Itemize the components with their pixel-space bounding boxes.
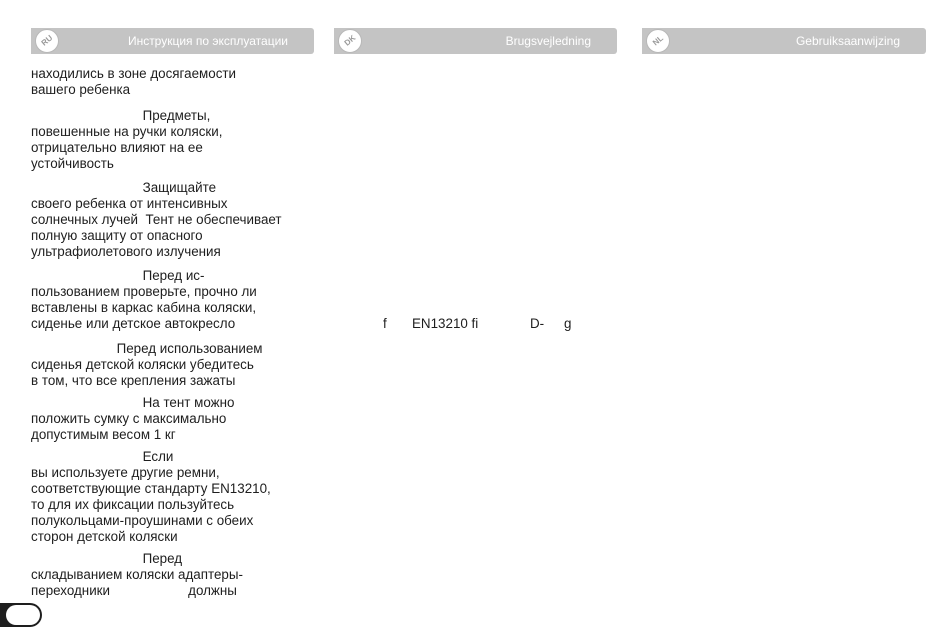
header-bar-dk	[334, 28, 617, 54]
page-tab	[0, 603, 42, 627]
ru-paragraph-2: Предметы, повешенные на ручки коляски, отрицательно влияют на ее устойчивость	[31, 108, 223, 171]
ru-paragraph-1: находились в зоне досягаемости вашего ребенка	[31, 66, 237, 97]
language-code-nl: NL	[651, 33, 665, 48]
header-title-nl: Gebruiksaanwijzing	[795, 34, 900, 48]
language-code-ru: RU	[39, 33, 55, 48]
header-bar-nl	[642, 28, 926, 54]
header-bar-ru	[31, 28, 314, 54]
ru-paragraph-8: Перед складыванием коляски адаптеры- переходники должны	[31, 551, 243, 598]
language-badge-nl	[646, 29, 670, 53]
dk-fragment-standard: EN13210 fi	[412, 316, 479, 331]
language-code-dk: DK	[342, 33, 358, 48]
language-badge-dk	[338, 29, 362, 53]
dk-fragment-g: g	[564, 316, 572, 331]
ru-paragraph-6: На тент можно положить сумку с максимально допустимым весом 1 кг	[31, 395, 235, 442]
ru-paragraph-4: Перед ис- пользованием проверьте, прочно ли вставлены в каркас кабина коляски, сиденье или детское автокресло	[31, 268, 257, 331]
ru-paragraph-5: Перед использованием сиденья детской коляски убедитесь в том, что все крепления зажаты	[31, 341, 263, 388]
header-title-dk: Brugsvejledning	[505, 34, 591, 48]
dk-fragment-d: D-	[530, 316, 545, 331]
page-tab-knob	[6, 605, 40, 625]
header-title-ru: Инструкция по эксплуатации	[127, 34, 288, 48]
ru-paragraph-7: Если вы используете другие ремни, соответствующие стандарту EN13210, то для их фиксации пользуйтесь полукольцами-проушинами с обеих сторон детской коляски	[31, 449, 271, 544]
dk-fragment-f: f	[383, 316, 387, 331]
ru-paragraph-3: Защищайте своего ребенка от интенсивных солнечных лучей Тент не обеспечивает полную защиту от опасного ультрафиолетового излучения	[31, 180, 282, 259]
language-badge-ru	[35, 29, 59, 53]
